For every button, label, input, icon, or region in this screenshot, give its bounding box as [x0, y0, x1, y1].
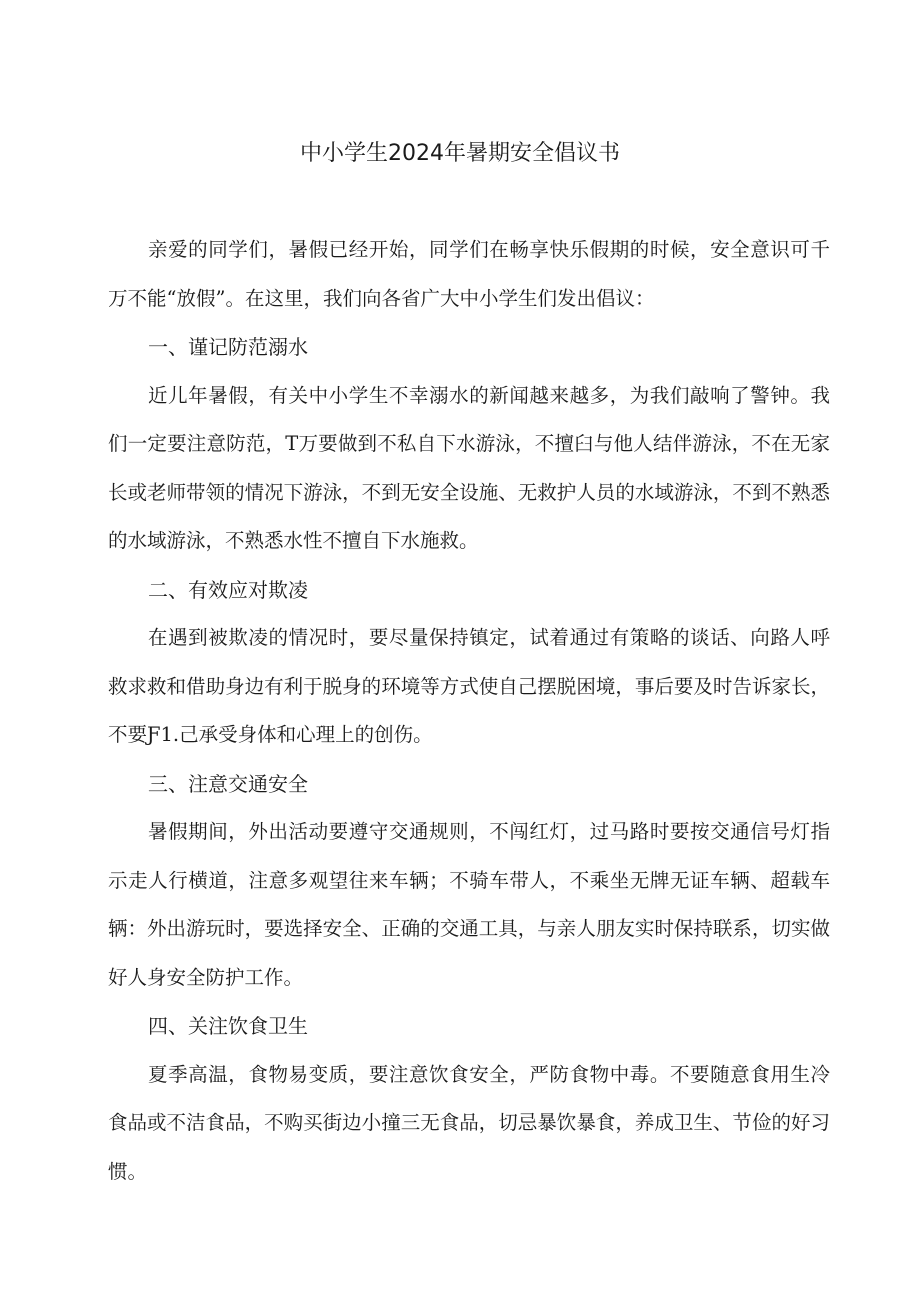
- section-heading-traffic: 三、注意交通安全: [148, 771, 308, 796]
- section-heading-food: 四、关注饮食卫生: [148, 1014, 308, 1038]
- section-heading-drowning: 一、谨记防范溺水: [148, 335, 308, 359]
- page-title: 中小学生2024年暑期安全倡议书: [300, 141, 620, 166]
- section-body-food: 夏季高温，食物易变质，要注意饮食安全，严防食物中毒。不要随意食用生冷食品或不洁食品，不购买街边小撞三无食品，切忌暴饮暴食，养成卫生、节俭的好习惯。: [108, 1062, 830, 1183]
- section-body-drowning: 近儿年暑假，有关中小学生不幸溺水的新闻越来越多，为我们敲响了警钟。我们一定要注意防范，T万要做到不私自下水游泳，不擅臼与他人结伴游泳，不在无家长或老师带领的情况下游泳，不到无安全设施、无救护人员的水域游泳，不到不熟悉的水域游泳，不熟悉水性不擅自下水施救。: [108, 383, 830, 552]
- section-heading-bullying: 二、有效应对欺凌: [148, 577, 308, 602]
- section-body-traffic: 暑假期间，外出活动要遵守交通规则，不闯红灯，过马路时要按交通信号灯指示走人行横道，注意多观望往来车辆；不骑车带人，不乘坐无牌无证车辆、超载车辆：外出游玩时，要选择安全、正确的交通工具，与亲人朋友实时保持联系，切实做好人身安全防护工作。: [108, 820, 830, 989]
- intro-paragraph: 亲爱的同学们，暑假已经开始，同学们在畅享快乐假期的时候，安全意识可千万不能“放假”。在这里，我们向各省广大中小学生们发出倡议：: [108, 238, 830, 310]
- section-body-bullying: 在遇到被欺凌的情况时，要尽量保持镇定，试着通过有策略的谈话、向路人呼救求救和借助身边有利于脱身的环境等方式使自己摆脱困境，事后要及时告诉家长，不要Ƒ1.己承受身体和心理上的创伤。: [108, 626, 830, 746]
- document-body: [108, 226, 830, 1196]
